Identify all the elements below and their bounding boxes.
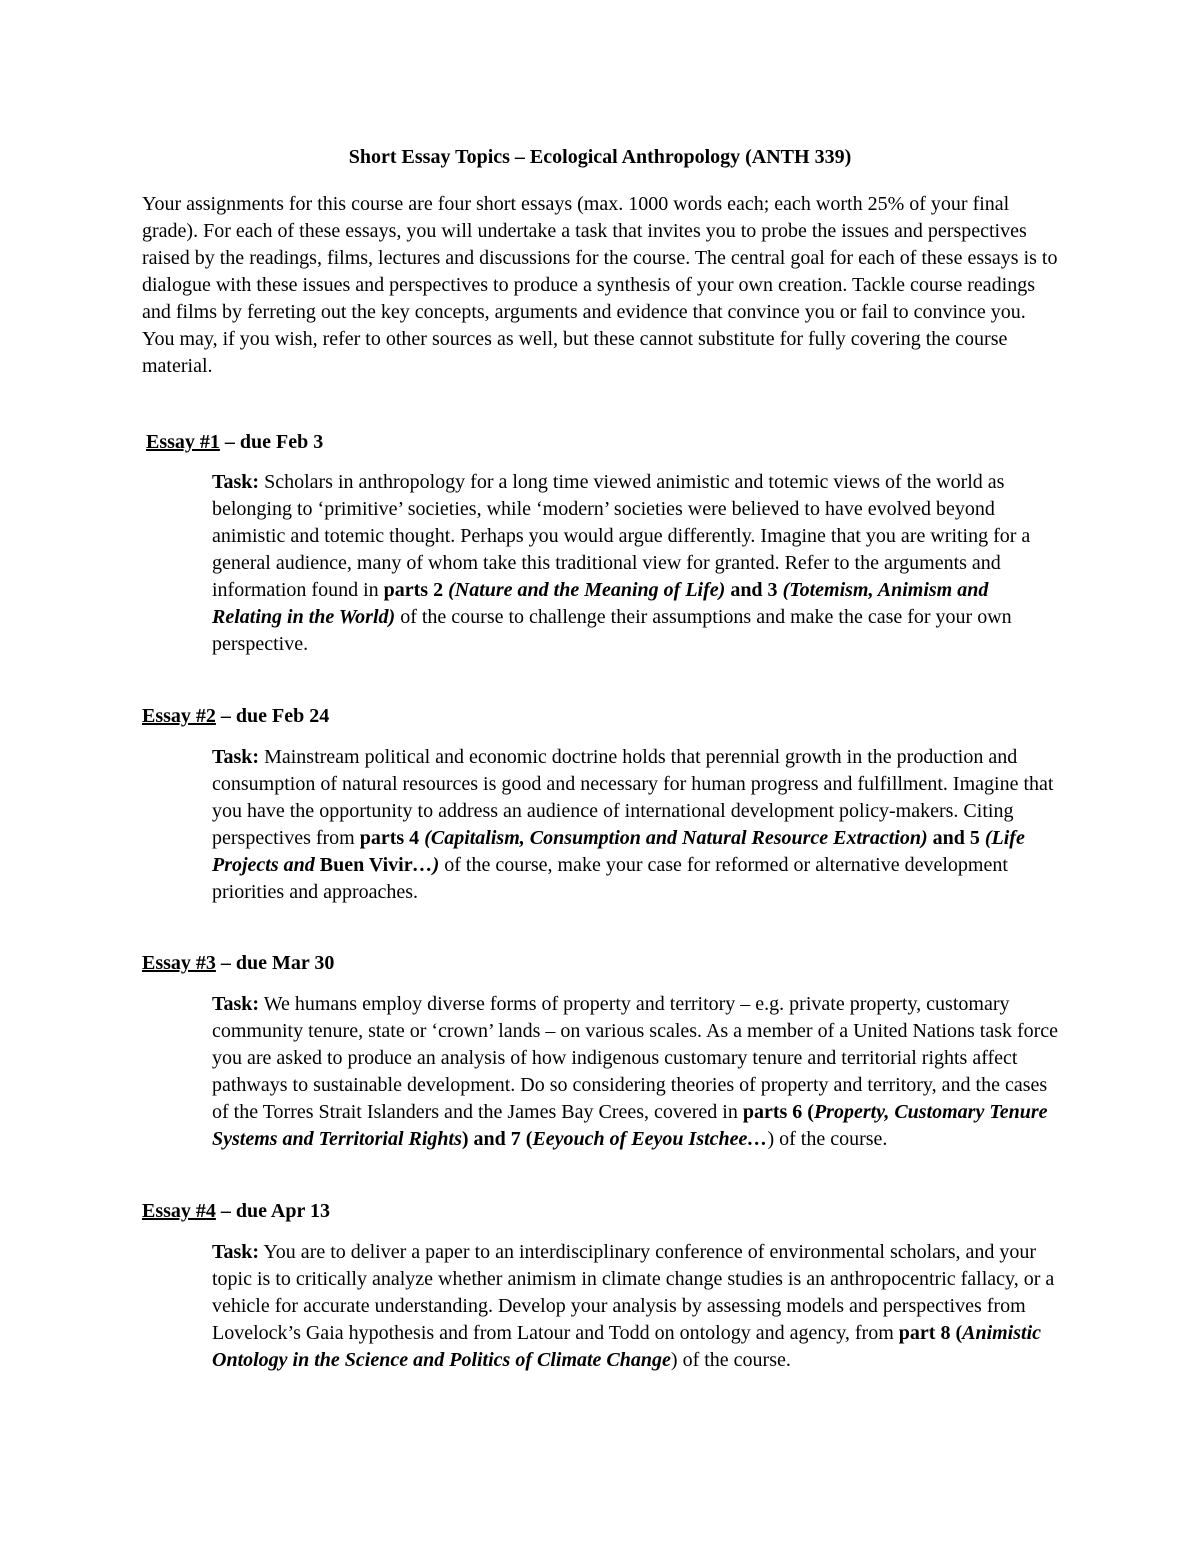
essay-2-title-a: (Capitalism, Consumption and Natural Resource Extraction) — [424, 827, 928, 849]
essay-1-due: – due Feb 3 — [219, 431, 324, 453]
essay-3-parts-a: parts 6 ( — [742, 1101, 814, 1123]
essay-1-label: Essay #1 — [146, 431, 220, 453]
essay-3-label: Essay #3 — [142, 952, 216, 974]
essay-2-and-b: and 5 — [927, 827, 985, 849]
essay-4-task — [212, 1239, 1062, 1374]
document-title: Short Essay Topics – Ecological Anthropology (ANTH 339) — [348, 146, 852, 168]
essay-4-due: – due Apr 13 — [215, 1200, 331, 1222]
essay-1-task-label: Task: — [212, 471, 260, 493]
essay-4-title-a: Animistic Ontology in the Science and Politics of Climate Change — [212, 1322, 1042, 1371]
essay-3-text-2: ) of the course. — [767, 1128, 888, 1150]
essay-1-title-a: (Nature and the Meaning of Life) — [448, 579, 726, 601]
essay-3-due: – due Mar 30 — [215, 952, 335, 974]
intro-paragraph: Your assignments for this course are four short essays (max. 1000 words each; each worth 25% of your final grade). For each of these essays, you will undertake a task that invites you to probe the issues and perspectives raised by the readings, films, lectures and discussions for the course. The central goal for each of these essays is to dialogue with these issues and perspectives to produce a synthesis of your own creation. Tackle course readings and films by ferreting out the key concepts, arguments and evidence that convince you or fail to convince you. You may, if you wish, refer to other sources as well, but these cannot substitute for fully covering the course material. — [142, 193, 1058, 377]
essay-1-text-2: of the course to challenge their assumptions and make the case for your own perspective. — [212, 606, 1012, 655]
essay-4-text-1: You are to deliver a paper to an interdisciplinary conference of environmental scholars, and your topic is to critically analyze whether animism in climate change studies is an anthropocentric fallacy, or a vehicle for accurate understanding. Develop your analysis by assessing models and perspectives from Lovelock’s Gaia hypothesis and from Latour and Todd on ontology and agency, from — [212, 1241, 1055, 1344]
essay-2-title-b-3: …) — [412, 854, 440, 876]
essay-4-heading — [142, 1198, 330, 1225]
essay-1-task — [212, 469, 1062, 658]
essay-2-label: Essay #2 — [142, 705, 216, 727]
essay-1-heading — [146, 429, 323, 456]
essay-3-task — [212, 991, 1062, 1153]
essay-1-and-b: and 3 — [725, 579, 783, 601]
essay-2-text-2: of the course, make your case for reformed or alternative development priorities and approaches. — [212, 854, 1008, 903]
essay-4-task-label: Task: — [212, 1241, 260, 1263]
essay-4-parts-a: part 8 ( — [898, 1322, 963, 1344]
essay-3-title-b: Eeyouch of Eeyou Istchee… — [532, 1128, 768, 1150]
essay-2-due: – due Feb 24 — [215, 705, 330, 727]
essay-1-text-1: Scholars in anthropology for a long time viewed animistic and totemic views of the world as belonging to ‘primitive’ societies, while ‘modern’ societies were believed to have evolved beyond animistic and totemic thought. Perhaps you would argue differently. Imagine that you are writing for a general audience, many of whom take this traditional view for granted. Refer to the arguments and information found in — [212, 471, 1031, 601]
essay-3-heading — [142, 950, 334, 977]
essay-3-and-b: ) and 7 ( — [461, 1128, 533, 1150]
essay-4-text-2: ) of the course. — [670, 1349, 791, 1371]
essay-3-title-a: Property, Customary Tenure Systems and Territorial Rights — [212, 1101, 1048, 1150]
essay-3-task-label: Task: — [212, 993, 260, 1015]
essay-2-title-b-1: (Life Projects and — [212, 827, 1025, 876]
essay-2-parts-a: parts 4 — [359, 827, 425, 849]
essay-2-title-b-2: Buen Vivir — [319, 854, 413, 876]
essay-1-parts-a: parts 2 — [383, 579, 449, 601]
essay-2-task — [212, 744, 1062, 906]
essay-3-text-1: We humans employ diverse forms of property and territory – e.g. private property, customary community tenure, state or ‘crown’ lands – on various scales. As a member of a United Nations task force you are asked to produce an analysis of how indigenous customary tenure and territorial rights affect pathways to sustainable development. Do so considering theories of property and territory, and the cases of the Torres Strait Islanders and the James Bay Crees, covered in — [212, 993, 1059, 1123]
essay-4-label: Essay #4 — [142, 1200, 216, 1222]
essay-1-title-b: (Totemism, Animism and Relating in the World) — [212, 579, 989, 628]
essay-2-task-label: Task: — [212, 746, 260, 768]
essay-2-text-1: Mainstream political and economic doctrine holds that perennial growth in the production and consumption of natural resources is good and necessary for human progress and fulfillment. Imagine that you have the opportunity to address an audience of international development policy-makers. Citing perspectives from — [212, 746, 1054, 849]
essay-2-heading — [142, 703, 329, 730]
